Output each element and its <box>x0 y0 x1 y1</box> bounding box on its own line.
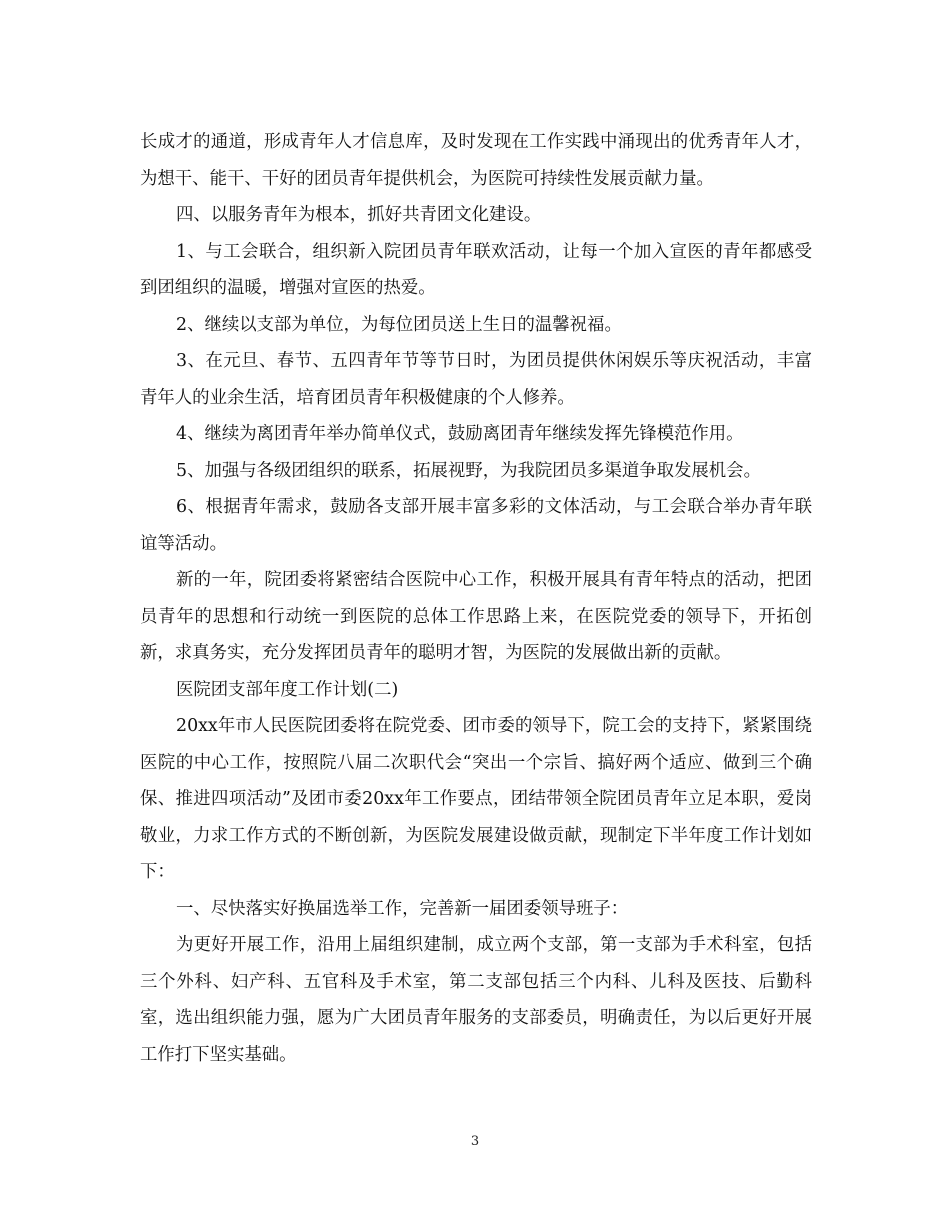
section-heading: 四、以服务青年为根本，抓好共青团文化建设。 <box>176 205 542 225</box>
section-heading: 一、尽快落实好换届选举工作，完善新一届团委领导班子： <box>176 898 629 919</box>
list-item: 2、继续以支部为单位，为每位团员送上生日的温馨祝福。 <box>176 314 622 335</box>
paragraph: 新的一年，院团委将紧密结合医院中心工作，积极开展具有青年特点的活动，把团员青年的思想和行动统一到医院的总体工作思路上来，在医院党委的领导下，开拓创新，求真务实，充分发挥团员青年的聪明才智，为医院的发展做出新的贡献。 <box>140 570 812 663</box>
list-item: 6、根据青年需求，鼓励各支部开展丰富多彩的文体活动，与工会联合举办青年联谊等活动。 <box>140 497 812 554</box>
list-item: 1、与工会联合，组织新入院团员青年联欢活动，让每一个加入宣医的青年都感受到团组织的温暖，增强对宣医的热爱。 <box>140 241 812 298</box>
page-number: 3 <box>470 1134 480 1149</box>
paragraph: 为更好开展工作，沿用上届组织建制，成立两个支部，第一支部为手术科室，包括三个外科、妇产科、五官科及手术室，第二支部包括三个内科、儿科及医技、后勤科室，选出组织能力强，愿为广大团员青年服务的支部委员，明确责任，为以后更好开展工作打下坚实基础。 <box>140 935 812 1065</box>
list-item: 4、继续为离团青年举办简单仪式，鼓励离团青年继续发挥先锋模范作用。 <box>176 424 744 444</box>
paragraph: 20xx年市人民医院团委将在院党委、团市委的领导下，院工会的支持下，紧紧围绕医院的中心工作，按照院八届二次职代会“突出一个宗旨、搞好两个适应、做到三个确保、推进四项活动”及团市委20xx年工作要点，团结带领全院团员青年立足本职，爱岗敬业，力求工作方式的不断创新，为医院发展建设做贡献，现制定下半年度工作计划如下： <box>140 716 812 882</box>
document-subtitle: 医院团支部年度工作计划(二) <box>176 679 399 700</box>
document-body <box>140 124 812 1073</box>
paragraph: 长成才的通道，形成青年人才信息库，及时发现在工作实践中涌现出的优秀青年人才，为想干、能干、干好的团员青年提供机会，为医院可持续性发展贡献力量。 <box>140 132 812 189</box>
list-item: 3、在元旦、春节、五四青年节等节日时，为团员提供休闲娱乐等庆祝活动，丰富青年人的业余生活，培育团员青年积极健康的个人修养。 <box>140 351 812 408</box>
list-item: 5、加强与各级团组织的联系，拓展视野，为我院团员多渠道争取发展机会。 <box>176 460 761 481</box>
